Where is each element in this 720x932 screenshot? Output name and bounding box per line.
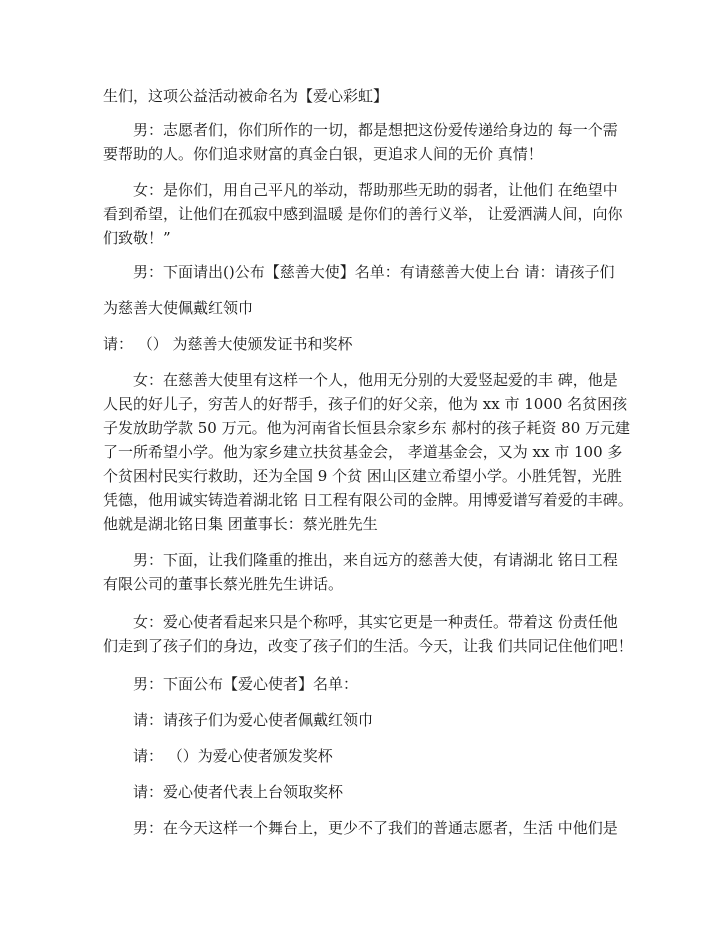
- text-line: 男：下面，让我们隆重的推出，来自远方的慈善大使，有请湖北 铭日工程: [103, 551, 618, 569]
- paragraph-2: [103, 118, 623, 166]
- paragraph-8: [103, 548, 623, 596]
- text-line: 要帮助的人。你们追求财富的真金白银，更追求人间的无价 真情！: [103, 145, 543, 163]
- paragraph-13: [103, 780, 623, 804]
- paragraph-5: [103, 296, 623, 320]
- text-line: 女：爱心使者看起来只是个称呼，其实它更是一种责任。带着这 份责任他: [103, 613, 618, 631]
- paragraph-10: [103, 672, 623, 696]
- text-line: 请：爱心使者代表上台领取奖杯: [103, 783, 344, 801]
- text-line: 请： （） 为慈善大使颁发证书和奖杯: [103, 335, 353, 353]
- text-line: 子发放助学款 50 万元。他为河南省长恒县佘家乡东 郝村的孩子耗资 80 万元建: [103, 419, 631, 437]
- text-line: 他就是湖北铭日集 团董事长：蔡光胜先生: [103, 515, 378, 533]
- paragraph-9: [103, 610, 633, 658]
- paragraph-14: [103, 816, 623, 840]
- text-line: 个贫困村民实行救助，还为全国 9 个贫 困山区建立希望小学。小胜凭智，光胜: [103, 467, 622, 485]
- text-line: 凭德，他用诚实铸造着湖北铭 日工程有限公司的金牌。用博爱谱写着爱的丰碑。: [103, 491, 633, 509]
- paragraph-12: [103, 744, 623, 768]
- text-line: 请：请孩子们为爱心使者佩戴红领巾: [103, 711, 374, 729]
- text-line: 请： （）为爱心使者颁发奖杯: [103, 747, 333, 765]
- text-line: 男：在今天这样一个舞台上，更少不了我们的普通志愿者，生活 中他们是: [103, 819, 618, 837]
- paragraph-4: [103, 260, 623, 284]
- paragraph-7: [103, 368, 633, 536]
- paragraph-6: [103, 332, 623, 356]
- text-line: 女：是你们，用自己平凡的举动，帮助那些无助的弱者，让他们 在绝望中: [103, 181, 618, 199]
- text-line: 人民的好儿子，穷苦人的好帮手，孩子们的好父亲，他为 xx 市 1000 名贫困孩: [103, 395, 628, 413]
- text-line: 男：志愿者们，你们所作的一切，都是想把这份爱传递给身边的 每一个需: [103, 121, 618, 139]
- text-line: 男：下面公布【爱心使者】名单：: [103, 675, 359, 693]
- text-line: 了一所希望小学。他为家乡建立扶贫基金会， 孝道基金会，又为 xx 市 100 多: [103, 443, 623, 461]
- text-line: 为慈善大使佩戴红领巾: [103, 299, 254, 317]
- text-line: 女：在慈善大使里有这样一个人，他用无分别的大爱竖起爱的丰 碑，他是: [103, 371, 618, 389]
- paragraph-3: [103, 178, 623, 250]
- text-line: 看到希望，让他们在孤寂中感到温暖 是你们的善行义举， 让爱洒满人间，向你: [103, 205, 623, 223]
- text-line: 们走到了孩子们的身边，改变了孩子们的生活。今天，让我 们共同记住他们吧！: [103, 637, 633, 655]
- text-line: 有限公司的董事长蔡光胜先生讲话。: [103, 575, 344, 593]
- text-line: 生们，这项公益活动被命名为【爱心彩虹】: [103, 87, 389, 105]
- text-line: 们致敬！”: [103, 229, 171, 247]
- text-line: 男：下面请出()公布【慈善大使】名单：有请慈善大使上台 请：请孩子们: [103, 263, 615, 281]
- paragraph-11: [103, 708, 623, 732]
- paragraph-1: [103, 84, 623, 108]
